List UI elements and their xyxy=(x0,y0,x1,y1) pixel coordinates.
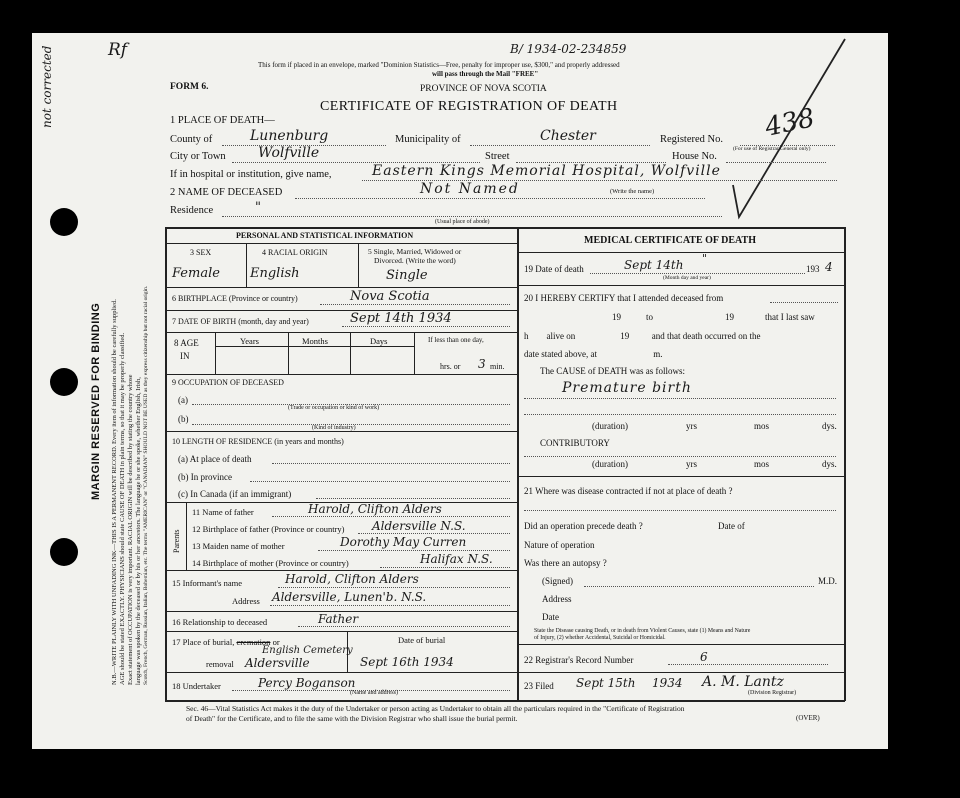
certify-last-saw: that I last saw xyxy=(765,312,815,322)
certify-label: 20 I HEREBY CERTIFY that I attended deceased from xyxy=(524,293,724,303)
certify-line-4: date stated above, at m. xyxy=(524,349,663,359)
hospital-label: If in hospital or institution, give name, xyxy=(170,169,332,180)
burial-place-value-2: Aldersville xyxy=(245,656,310,670)
md-label: M.D. xyxy=(818,576,838,586)
days-label: Days xyxy=(370,336,388,346)
age-in-label: IN xyxy=(180,351,190,361)
doctor-address-label: Address xyxy=(542,594,572,604)
place-of-death-heading: 1 PLACE OF DEATH— xyxy=(170,115,275,126)
city-label: City or Town xyxy=(170,151,226,162)
registered-no-label: Registered No. xyxy=(660,134,723,145)
less-than-day-label: If less than one day, xyxy=(428,336,484,344)
burial-or-label: or xyxy=(272,637,280,647)
mail-notice-2: will pass through the Mail "FREE" xyxy=(432,70,539,78)
abode-note: (Usual place of abode) xyxy=(435,219,490,225)
record-number-label: 22 Registrar's Record Number xyxy=(524,655,634,665)
hospital-value: Eastern Kings Memorial Hospital, Wolfville xyxy=(372,163,721,179)
death-date-year: 193 xyxy=(806,264,820,274)
contributory-label: CONTRIBUTORY xyxy=(540,438,610,448)
margin-instruction-2: AGE should be stated EXACTLY. PHYSICIANS should state CAUSE OF DEATH in plain terms, so that it may be properly classified. xyxy=(119,332,126,685)
birthplace-label: 6 BIRTHPLACE (Province or country) xyxy=(172,294,298,303)
marital-value: Single xyxy=(386,268,428,283)
municipality-label: Municipality of xyxy=(395,134,461,145)
disease-contracted-label: 21 Where was disease contracted if not at place of death ? xyxy=(524,486,733,496)
age-label: 8 AGE xyxy=(174,338,199,348)
dys-label-1: dys. xyxy=(822,421,837,431)
municipality-value: Chester xyxy=(540,128,596,144)
operation-label: Did an operation precede death ? xyxy=(524,521,643,531)
death-date-ditto: " xyxy=(702,252,708,265)
yrs-label-1: yrs xyxy=(686,421,697,431)
death-date-value: Sept 14th xyxy=(624,258,684,272)
checkmark-icon xyxy=(725,35,865,225)
binder-hole-middle xyxy=(50,368,78,396)
stamp-number: B/ 1934-02-234859 xyxy=(510,42,627,56)
certify-to: to xyxy=(646,312,654,322)
informant-label: 15 Informant's name xyxy=(172,578,242,588)
minutes-value: 3 xyxy=(478,357,486,371)
residence-a: (a) At place of death xyxy=(178,454,252,464)
medical-footnote-2: of Injury, (2) whether Accidental, Suicidal or Homicidal. xyxy=(534,635,666,641)
burial-place-label: 17 Place of burial, xyxy=(172,637,235,647)
operation-date-label: Date of xyxy=(718,521,745,531)
mother-label: 13 Maiden name of mother xyxy=(192,541,285,551)
city-value: Wolfville xyxy=(258,145,320,161)
footer-line-1: Sec. 46—Vital Statistics Act makes it the duty of the Undertaker or person acting as Undertaker to obtain all the particulars required in the "Certificate of Registration xyxy=(186,704,685,713)
medical-heading: MEDICAL CERTIFICATE OF DEATH xyxy=(584,235,756,246)
autopsy-label: Was there an autopsy ? xyxy=(524,558,607,568)
medical-footnote-1: State the Disease causing Death, or in death from Violent Causes, state (1) Means and Nature xyxy=(534,628,751,634)
cause-value: Premature birth xyxy=(562,380,692,396)
undertaker-label: 18 Undertaker xyxy=(172,681,221,691)
mail-notice-1: This form if placed in an envelope, marked "Dominion Statistics—Free, penalty for improper use, $300," and properly addressed xyxy=(258,61,620,69)
yrs-label-2: yrs xyxy=(686,459,697,469)
margin-instruction-3: Exact statement of OCCUPATION is very important. RACIAL ORIGIN will be described by stating the country whose xyxy=(127,374,134,685)
undertaker-note: (Name and address) xyxy=(350,690,398,696)
margin-note: not corrected xyxy=(40,45,54,128)
registrar-use-note: (For use of Registrar General only) xyxy=(733,146,811,152)
years-label: Years xyxy=(240,336,259,346)
residence-value: " xyxy=(255,200,261,215)
deceased-name-label: 2 NAME OF DECEASED xyxy=(170,187,283,198)
marital-label-1: 5 Single, Married, Widowed or xyxy=(368,247,462,256)
filed-label: 23 Filed xyxy=(524,681,554,691)
sex-label: 3 SEX xyxy=(190,248,212,257)
registered-number-value: 438 xyxy=(762,103,818,143)
sex-value: Female xyxy=(172,266,220,281)
signed-label: (Signed) xyxy=(542,576,573,586)
relationship-value: Father xyxy=(318,612,359,626)
certify-year-1: 19 xyxy=(612,312,621,322)
residence-length-label: 10 LENGTH OF RESIDENCE (in years and months) xyxy=(172,437,344,446)
margin-instruction-4: language was spoken by the deceased or by his or her ancestors. The language he or she spoke, whether English, Irish, xyxy=(135,377,142,685)
occupation-b-note: (Kind of industry) xyxy=(312,425,356,431)
informant-value: Harold, Clifton Alders xyxy=(285,572,419,586)
write-name-note: (Write the name) xyxy=(610,188,655,195)
min-label: min. xyxy=(490,362,505,371)
burial-cremation-label: cremation xyxy=(236,637,271,647)
margin-instruction-1: N.B.—WRITE PLAINLY WITH UNFADING INK—THIS IS A PERMANENT RECORD. Every item of information should be carefully supplied. xyxy=(111,299,118,685)
duration-label-2: (duration) xyxy=(592,459,628,469)
father-birthplace-label: 12 Birthplace of father (Province or country) xyxy=(192,524,345,534)
parents-label: Parents xyxy=(172,529,181,553)
county-label: County of xyxy=(170,134,213,145)
mos-label-1: mos xyxy=(754,421,770,431)
residence-b: (b) In province xyxy=(178,472,232,482)
death-date-note: (Month day and year) xyxy=(663,275,711,281)
house-no-label: House No. xyxy=(672,151,717,162)
province-label: PROVINCE OF NOVA SCOTIA xyxy=(420,84,547,94)
racial-origin-label: 4 RACIAL ORIGIN xyxy=(262,248,328,257)
racial-origin-value: English xyxy=(250,266,300,281)
doctor-date-label: Date xyxy=(542,612,559,622)
dys-label-2: dys. xyxy=(822,459,837,469)
binder-hole-top xyxy=(50,208,78,236)
footer-over: (OVER) xyxy=(796,714,820,722)
personal-heading: PERSONAL AND STATISTICAL INFORMATION xyxy=(236,231,414,240)
mother-birthplace-value: Halifax N.S. xyxy=(420,552,493,566)
initials-note: Rf xyxy=(108,40,128,60)
operation-nature-label: Nature of operation xyxy=(524,540,595,550)
father-value: Harold, Clifton Alders xyxy=(308,502,442,516)
birthplace-value: Nova Scotia xyxy=(350,289,430,304)
burial-removal-label: removal xyxy=(206,659,234,669)
footer-line-2: of Death" for the Certificate, and to file the same with the Division Registrar who shall issue the burial permit. xyxy=(186,714,518,723)
occupation-a-note: (Trade or occupation or kind of work) xyxy=(288,405,380,411)
dob-label: 7 DATE OF BIRTH (month, day and year) xyxy=(172,317,309,326)
binder-hole-bottom xyxy=(50,538,78,566)
residence-label: Residence xyxy=(170,205,214,216)
burial-date-value: Sept 16th 1934 xyxy=(360,655,454,669)
cause-label: The CAUSE of DEATH was as follows: xyxy=(540,366,685,376)
dob-value: Sept 14th 1934 xyxy=(350,311,452,326)
street-label: Street xyxy=(485,151,510,162)
form-number: FORM 6. xyxy=(170,82,209,92)
informant-address-value: Aldersville, Lunen'b. N.S. xyxy=(272,590,427,604)
division-registrar-note: (Division Registrar) xyxy=(748,690,797,696)
county-value: Lunenburg xyxy=(250,128,329,144)
deceased-name-value: Not Named xyxy=(420,181,520,197)
record-number-value: 6 xyxy=(700,650,708,664)
registrar-signature: A. M. Lantz xyxy=(702,674,784,690)
months-label: Months xyxy=(302,336,328,346)
certify-year-2: 19 xyxy=(725,312,734,322)
binding-margin-label: MARGIN RESERVED FOR BINDING xyxy=(90,302,102,500)
mos-label-2: mos xyxy=(754,459,770,469)
relationship-label: 16 Relationship to deceased xyxy=(172,617,268,627)
residence-c: (c) In Canada (if an immigrant) xyxy=(178,489,292,499)
margin-instruction-5: Scotch, French, German, Russian, Italian, Bohemian, etc. The terms "AMERICAN" or "CANADIAN" SHOULD NOT BE USED as they express citizenship but not racial origin. xyxy=(143,285,149,685)
burial-date-label: Date of burial xyxy=(398,635,446,645)
certificate-title: CERTIFICATE OF REGISTRATION OF DEATH xyxy=(320,99,618,114)
undertaker-value: Percy Boganson xyxy=(258,676,356,690)
filed-date-value: Sept 15th xyxy=(576,676,636,690)
death-date-year-end: 4 xyxy=(825,260,833,274)
occupation-a: (a) xyxy=(178,395,188,405)
burial-place-value-1: English Cemetery xyxy=(262,645,353,656)
mother-value: Dorothy May Curren xyxy=(340,535,467,549)
filed-year-value: 1934 xyxy=(652,676,683,690)
death-date-label: 19 Date of death xyxy=(524,264,584,274)
informant-address-label: Address xyxy=(232,596,260,606)
occupation-label: 9 OCCUPATION OF DECEASED xyxy=(172,378,284,387)
certify-line-3: h alive on 19 and that death occurred on the xyxy=(524,331,761,341)
marital-label-2: Divorced. (Write the word) xyxy=(374,256,456,265)
father-label: 11 Name of father xyxy=(192,507,254,517)
duration-label-1: (duration) xyxy=(592,421,628,431)
occupation-b: (b) xyxy=(178,414,189,424)
father-birthplace-value: Aldersville N.S. xyxy=(372,519,466,533)
hrs-or-label: hrs. or xyxy=(440,362,461,371)
mother-birthplace-label: 14 Birthplace of mother (Province or country) xyxy=(192,558,349,568)
